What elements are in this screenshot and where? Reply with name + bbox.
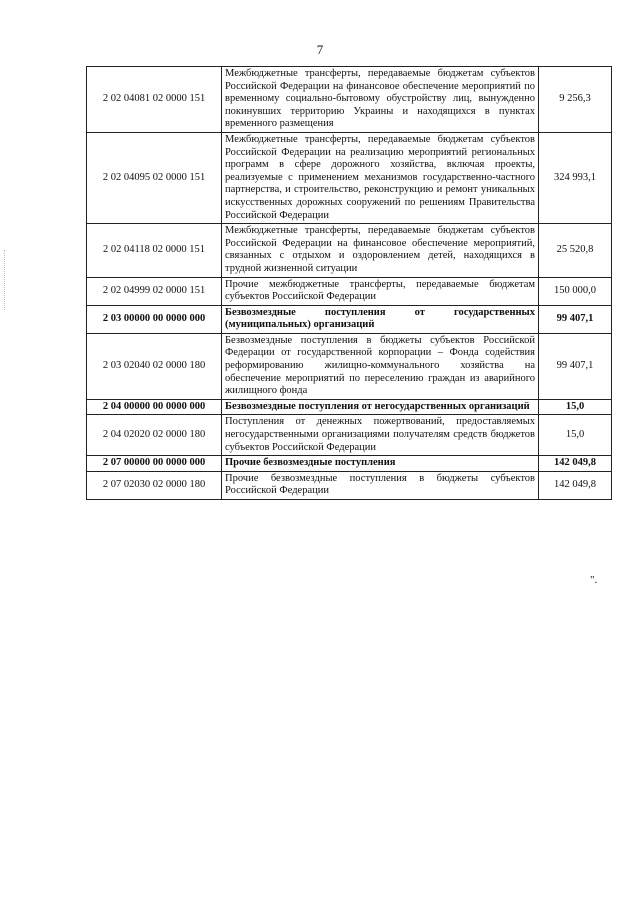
amount-cell: 142 049,8 — [539, 471, 612, 499]
table-row — [87, 277, 612, 305]
budget-code-cell: 2 07 02030 02 0000 180 — [87, 471, 222, 499]
description-cell: Прочие безвозмездные поступления — [222, 456, 539, 472]
description-cell: Безвозмездные поступления от государственных (муниципальных) организаций — [222, 305, 539, 333]
closing-quote-mark: ". — [590, 574, 598, 586]
budget-code-cell: 2 02 04999 02 0000 151 — [87, 277, 222, 305]
table-row — [87, 67, 612, 133]
table-row — [87, 333, 612, 399]
amount-cell: 15,0 — [539, 399, 612, 415]
budget-code-cell: 2 02 04118 02 0000 151 — [87, 224, 222, 277]
budget-table — [86, 66, 612, 500]
budget-code-cell: 2 02 04095 02 0000 151 — [87, 132, 222, 223]
budget-table-body — [87, 67, 612, 500]
table-row — [87, 415, 612, 456]
budget-code-cell: 2 03 02040 02 0000 180 — [87, 333, 222, 399]
table-row — [87, 224, 612, 277]
description-cell: Безвозмездные поступления от негосударственных организаций — [222, 399, 539, 415]
description-cell: Межбюджетные трансферты, передаваемые бюджетам субъектов Российской Федерации на финансовое обеспечение мероприятий, связанных с отдыхом и оздоровлением детей, находящихся в трудной жизненной ситуации — [222, 224, 539, 277]
amount-cell: 150 000,0 — [539, 277, 612, 305]
description-cell: Прочие межбюджетные трансферты, передаваемые бюджетам субъектов Российской Федерации — [222, 277, 539, 305]
amount-cell: 99 407,1 — [539, 333, 612, 399]
table-row — [87, 456, 612, 472]
amount-cell: 99 407,1 — [539, 305, 612, 333]
table-row — [87, 471, 612, 499]
amount-cell: 324 993,1 — [539, 132, 612, 223]
table-row — [87, 132, 612, 223]
description-cell: Прочие безвозмездные поступления в бюджеты субъектов Российской Федерации — [222, 471, 539, 499]
amount-cell: 25 520,8 — [539, 224, 612, 277]
budget-code-cell: 2 04 00000 00 0000 000 — [87, 399, 222, 415]
amount-cell: 142 049,8 — [539, 456, 612, 472]
description-cell: Поступления от денежных пожертвований, предоставляемых негосударственными организациями получателям средств бюджетов субъектов Российской Федерации — [222, 415, 539, 456]
amount-cell: 9 256,3 — [539, 67, 612, 133]
page-number: 7 — [316, 42, 324, 57]
scan-edge-marks — [4, 250, 6, 310]
budget-code-cell: 2 04 02020 02 0000 180 — [87, 415, 222, 456]
table-row — [87, 399, 612, 415]
description-cell: Безвозмездные поступления в бюджеты субъектов Российской Федерации от государственной корпорации – Фонда содействия реформированию жилищно-коммунального хозяйства на обеспечение мероприятий по переселению граждан из аварийного жилищного фонда — [222, 333, 539, 399]
budget-code-cell: 2 02 04081 02 0000 151 — [87, 67, 222, 133]
table-row — [87, 305, 612, 333]
description-cell: Межбюджетные трансферты, передаваемые бюджетам субъектов Российской Федерации на реализацию мероприятий региональных программ в сфере дорожного хозяйства, включая проекты, реализуемые с применением механизмов государственно-частного партнерства, и строительство, реконструкцию и ремонт уникальных искусственных дорожных сооружений по решениям Правительства Российской Федерации — [222, 132, 539, 223]
budget-code-cell: 2 03 00000 00 0000 000 — [87, 305, 222, 333]
description-cell: Межбюджетные трансферты, передаваемые бюджетам субъектов Российской Федерации на финансовое обеспечение мероприятий по временному социально-бытовому обустройству лиц, вынужденно покинувших территорию Украины и находящихся в пунктах временного размещения — [222, 67, 539, 133]
budget-code-cell: 2 07 00000 00 0000 000 — [87, 456, 222, 472]
amount-cell: 15,0 — [539, 415, 612, 456]
